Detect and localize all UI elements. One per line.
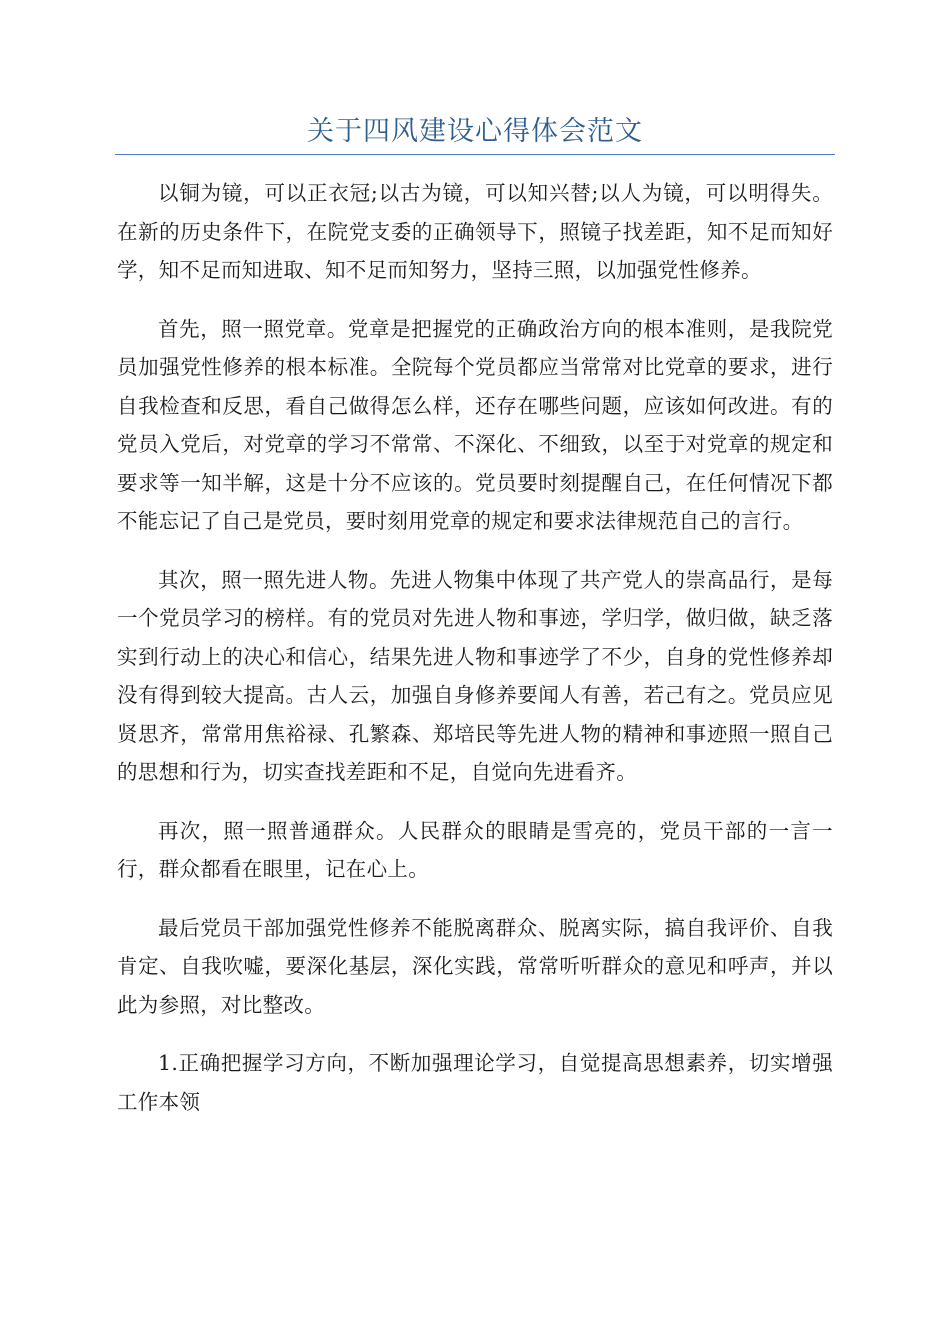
paragraph-conclusion: 最后党员干部加强党性修养不能脱离群众、脱离实际，搞自我评价、自我肯定、自我吹嘘，要深化基层，深化实践，常常听听群众的意见和呼声，并以此为参照，对比整改。 xyxy=(117,915,833,1017)
document-body xyxy=(117,174,833,1141)
paragraph-party-constitution: 首先，照一照党章。党章是把握党的正确政治方向的根本准则，是我院党员加强党性修养的根本标准。全院每个党员都应当常常对比党章的要求，进行自我检查和反思，看自己做得怎么样，还存在哪些问题，应该如何改进。有的党员入党后，对党章的学习不常常、不深化、不细致，以至于对党章的规定和要求等一知半解，这是十分不应该的。党员要时刻提醒自己，在任何情况下都不能忘记了自己是党员，要时刻用党章的规定和要求法律规范自己的言行。 xyxy=(117,316,833,533)
paragraph-advanced-figures: 其次，照一照先进人物。先进人物集中体现了共产党人的崇高品行，是每一个党员学习的榜样。有的党员对先进人物和事迹，学归学，做归做，缺乏落实到行动上的决心和信心，结果先进人物和事迹学了不少，自身的党性修养却没有得到较大提高。古人云，加强自身修养要闻人有善，若己有之。党员应见贤思齐，常常用焦裕禄、孔繁森、郑培民等先进人物的精神和事迹照一照自己的思想和行为，切实查找差距和不足，自觉向先进看齐。 xyxy=(117,567,833,784)
paragraph-point-1: 1.正确把握学习方向，不断加强理论学习，自觉提高思想素养，切实增强工作本领 xyxy=(117,1051,833,1114)
title-underline xyxy=(115,154,835,155)
paragraph-ordinary-masses: 再次，照一照普通群众。人民群众的眼睛是雪亮的，党员干部的一言一行，群众都看在眼里，记在心上。 xyxy=(117,818,833,881)
document-title: 关于四风建设心得体会范文 xyxy=(307,116,643,147)
paragraph-intro: 以铜为镜，可以正衣冠;以古为镜，可以知兴替;以人为镜，可以明得失。在新的历史条件下，在院党支委的正确领导下，照镜子找差距，知不足而知好学，知不足而知进取、知不足而知努力，坚持三照，以加强党性修养。 xyxy=(117,181,833,282)
